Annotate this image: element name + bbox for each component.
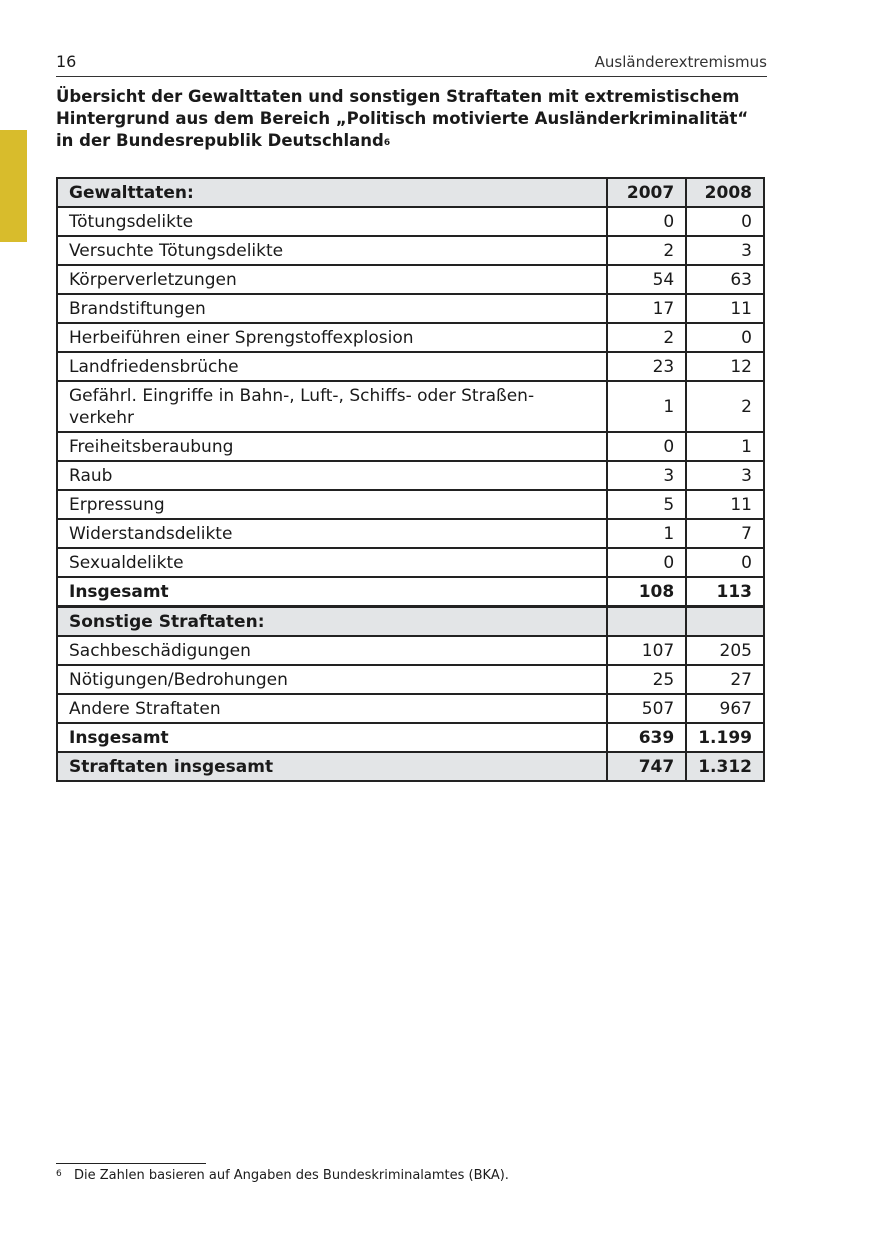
table-row bbox=[57, 490, 764, 519]
table-section-row bbox=[57, 752, 764, 781]
table-title-text: Übersicht der Gewalttaten und sonstigen Straftaten mit extremistischem Hintergrund aus dem Bereich „Politisch motivierte Ausländerkriminalität“ in der Bundesrepublik Deutschland bbox=[56, 87, 749, 150]
value-2008: 205 bbox=[686, 636, 764, 665]
value-2008: 63 bbox=[686, 265, 764, 294]
table-row bbox=[57, 265, 764, 294]
value-2008: 1.312 bbox=[686, 752, 764, 781]
table-row bbox=[57, 548, 764, 577]
value-2007 bbox=[607, 607, 686, 637]
value-2008: 27 bbox=[686, 665, 764, 694]
value-2008: 3 bbox=[686, 236, 764, 265]
row-label: Gewalttaten: bbox=[57, 178, 607, 207]
table-row bbox=[57, 694, 764, 723]
table-section-row bbox=[57, 607, 764, 637]
chapter-color-tab bbox=[0, 130, 27, 242]
value-2008: 2008 bbox=[686, 178, 764, 207]
footnote bbox=[56, 1168, 509, 1183]
row-label: Gefährl. Eingriffe in Bahn-, Luft-, Schiffs- oder Straßen- verkehr bbox=[57, 381, 607, 432]
value-2008: 113 bbox=[686, 577, 764, 607]
table-row bbox=[57, 432, 764, 461]
value-2008: 12 bbox=[686, 352, 764, 381]
row-label: Widerstandsdelikte bbox=[57, 519, 607, 548]
table-section-row bbox=[57, 178, 764, 207]
row-label: Körperverletzungen bbox=[57, 265, 607, 294]
row-label: Sexualdelikte bbox=[57, 548, 607, 577]
value-2007: 0 bbox=[607, 432, 686, 461]
value-2007: 5 bbox=[607, 490, 686, 519]
value-2007: 3 bbox=[607, 461, 686, 490]
value-2007: 747 bbox=[607, 752, 686, 781]
footnote-reference: 6 bbox=[383, 138, 391, 148]
value-2007: 107 bbox=[607, 636, 686, 665]
row-label: Landfriedensbrüche bbox=[57, 352, 607, 381]
row-label: Erpressung bbox=[57, 490, 607, 519]
value-2007: 1 bbox=[607, 381, 686, 432]
table-row bbox=[57, 207, 764, 236]
row-label: Nötigungen/Bedrohungen bbox=[57, 665, 607, 694]
table-row bbox=[57, 636, 764, 665]
value-2007: 17 bbox=[607, 294, 686, 323]
table-row bbox=[57, 352, 764, 381]
row-label: Andere Straftaten bbox=[57, 694, 607, 723]
table-row bbox=[57, 461, 764, 490]
row-label: Insgesamt bbox=[57, 577, 607, 607]
row-label: Sachbeschädigungen bbox=[57, 636, 607, 665]
row-label: Freiheitsberaubung bbox=[57, 432, 607, 461]
value-2007: 507 bbox=[607, 694, 686, 723]
page-number: 16 bbox=[56, 52, 77, 71]
value-2008: 0 bbox=[686, 323, 764, 352]
value-2008: 7 bbox=[686, 519, 764, 548]
value-2007: 25 bbox=[607, 665, 686, 694]
value-2008: 2 bbox=[686, 381, 764, 432]
crime-statistics-table bbox=[56, 177, 765, 782]
value-2007: 639 bbox=[607, 723, 686, 752]
table-total-row bbox=[57, 577, 764, 607]
value-2007: 108 bbox=[607, 577, 686, 607]
page-header bbox=[56, 52, 767, 77]
row-label: Tötungsdelikte bbox=[57, 207, 607, 236]
value-2007: 2007 bbox=[607, 178, 686, 207]
footnote-text: Die Zahlen basieren auf Angaben des Bundeskriminalamtes (BKA). bbox=[74, 1168, 509, 1183]
value-2007: 2 bbox=[607, 323, 686, 352]
row-label: Insgesamt bbox=[57, 723, 607, 752]
value-2007: 0 bbox=[607, 548, 686, 577]
table-row bbox=[57, 381, 764, 432]
footnote-mark: 6 bbox=[56, 1169, 62, 1179]
table-row bbox=[57, 519, 764, 548]
row-label: Sonstige Straftaten: bbox=[57, 607, 607, 637]
row-label: Raub bbox=[57, 461, 607, 490]
row-label: Brandstiftungen bbox=[57, 294, 607, 323]
value-2008: 967 bbox=[686, 694, 764, 723]
value-2008: 11 bbox=[686, 490, 764, 519]
value-2008 bbox=[686, 607, 764, 637]
table-row bbox=[57, 323, 764, 352]
value-2007: 1 bbox=[607, 519, 686, 548]
row-label: Herbeiführen einer Sprengstoffexplosion bbox=[57, 323, 607, 352]
value-2007: 23 bbox=[607, 352, 686, 381]
table-row bbox=[57, 236, 764, 265]
table-row bbox=[57, 294, 764, 323]
value-2008: 0 bbox=[686, 207, 764, 236]
table-body bbox=[57, 178, 764, 781]
table-total-row bbox=[57, 723, 764, 752]
value-2008: 1.199 bbox=[686, 723, 764, 752]
value-2007: 54 bbox=[607, 265, 686, 294]
value-2008: 1 bbox=[686, 432, 764, 461]
value-2008: 11 bbox=[686, 294, 764, 323]
value-2007: 0 bbox=[607, 207, 686, 236]
value-2008: 3 bbox=[686, 461, 764, 490]
row-label: Versuchte Tötungsdelikte bbox=[57, 236, 607, 265]
row-label: Straftaten insgesamt bbox=[57, 752, 607, 781]
value-2008: 0 bbox=[686, 548, 764, 577]
table-row bbox=[57, 665, 764, 694]
table-title bbox=[56, 86, 756, 152]
running-head: Ausländerextremismus bbox=[594, 53, 767, 71]
footnote-rule bbox=[56, 1163, 206, 1164]
value-2007: 2 bbox=[607, 236, 686, 265]
